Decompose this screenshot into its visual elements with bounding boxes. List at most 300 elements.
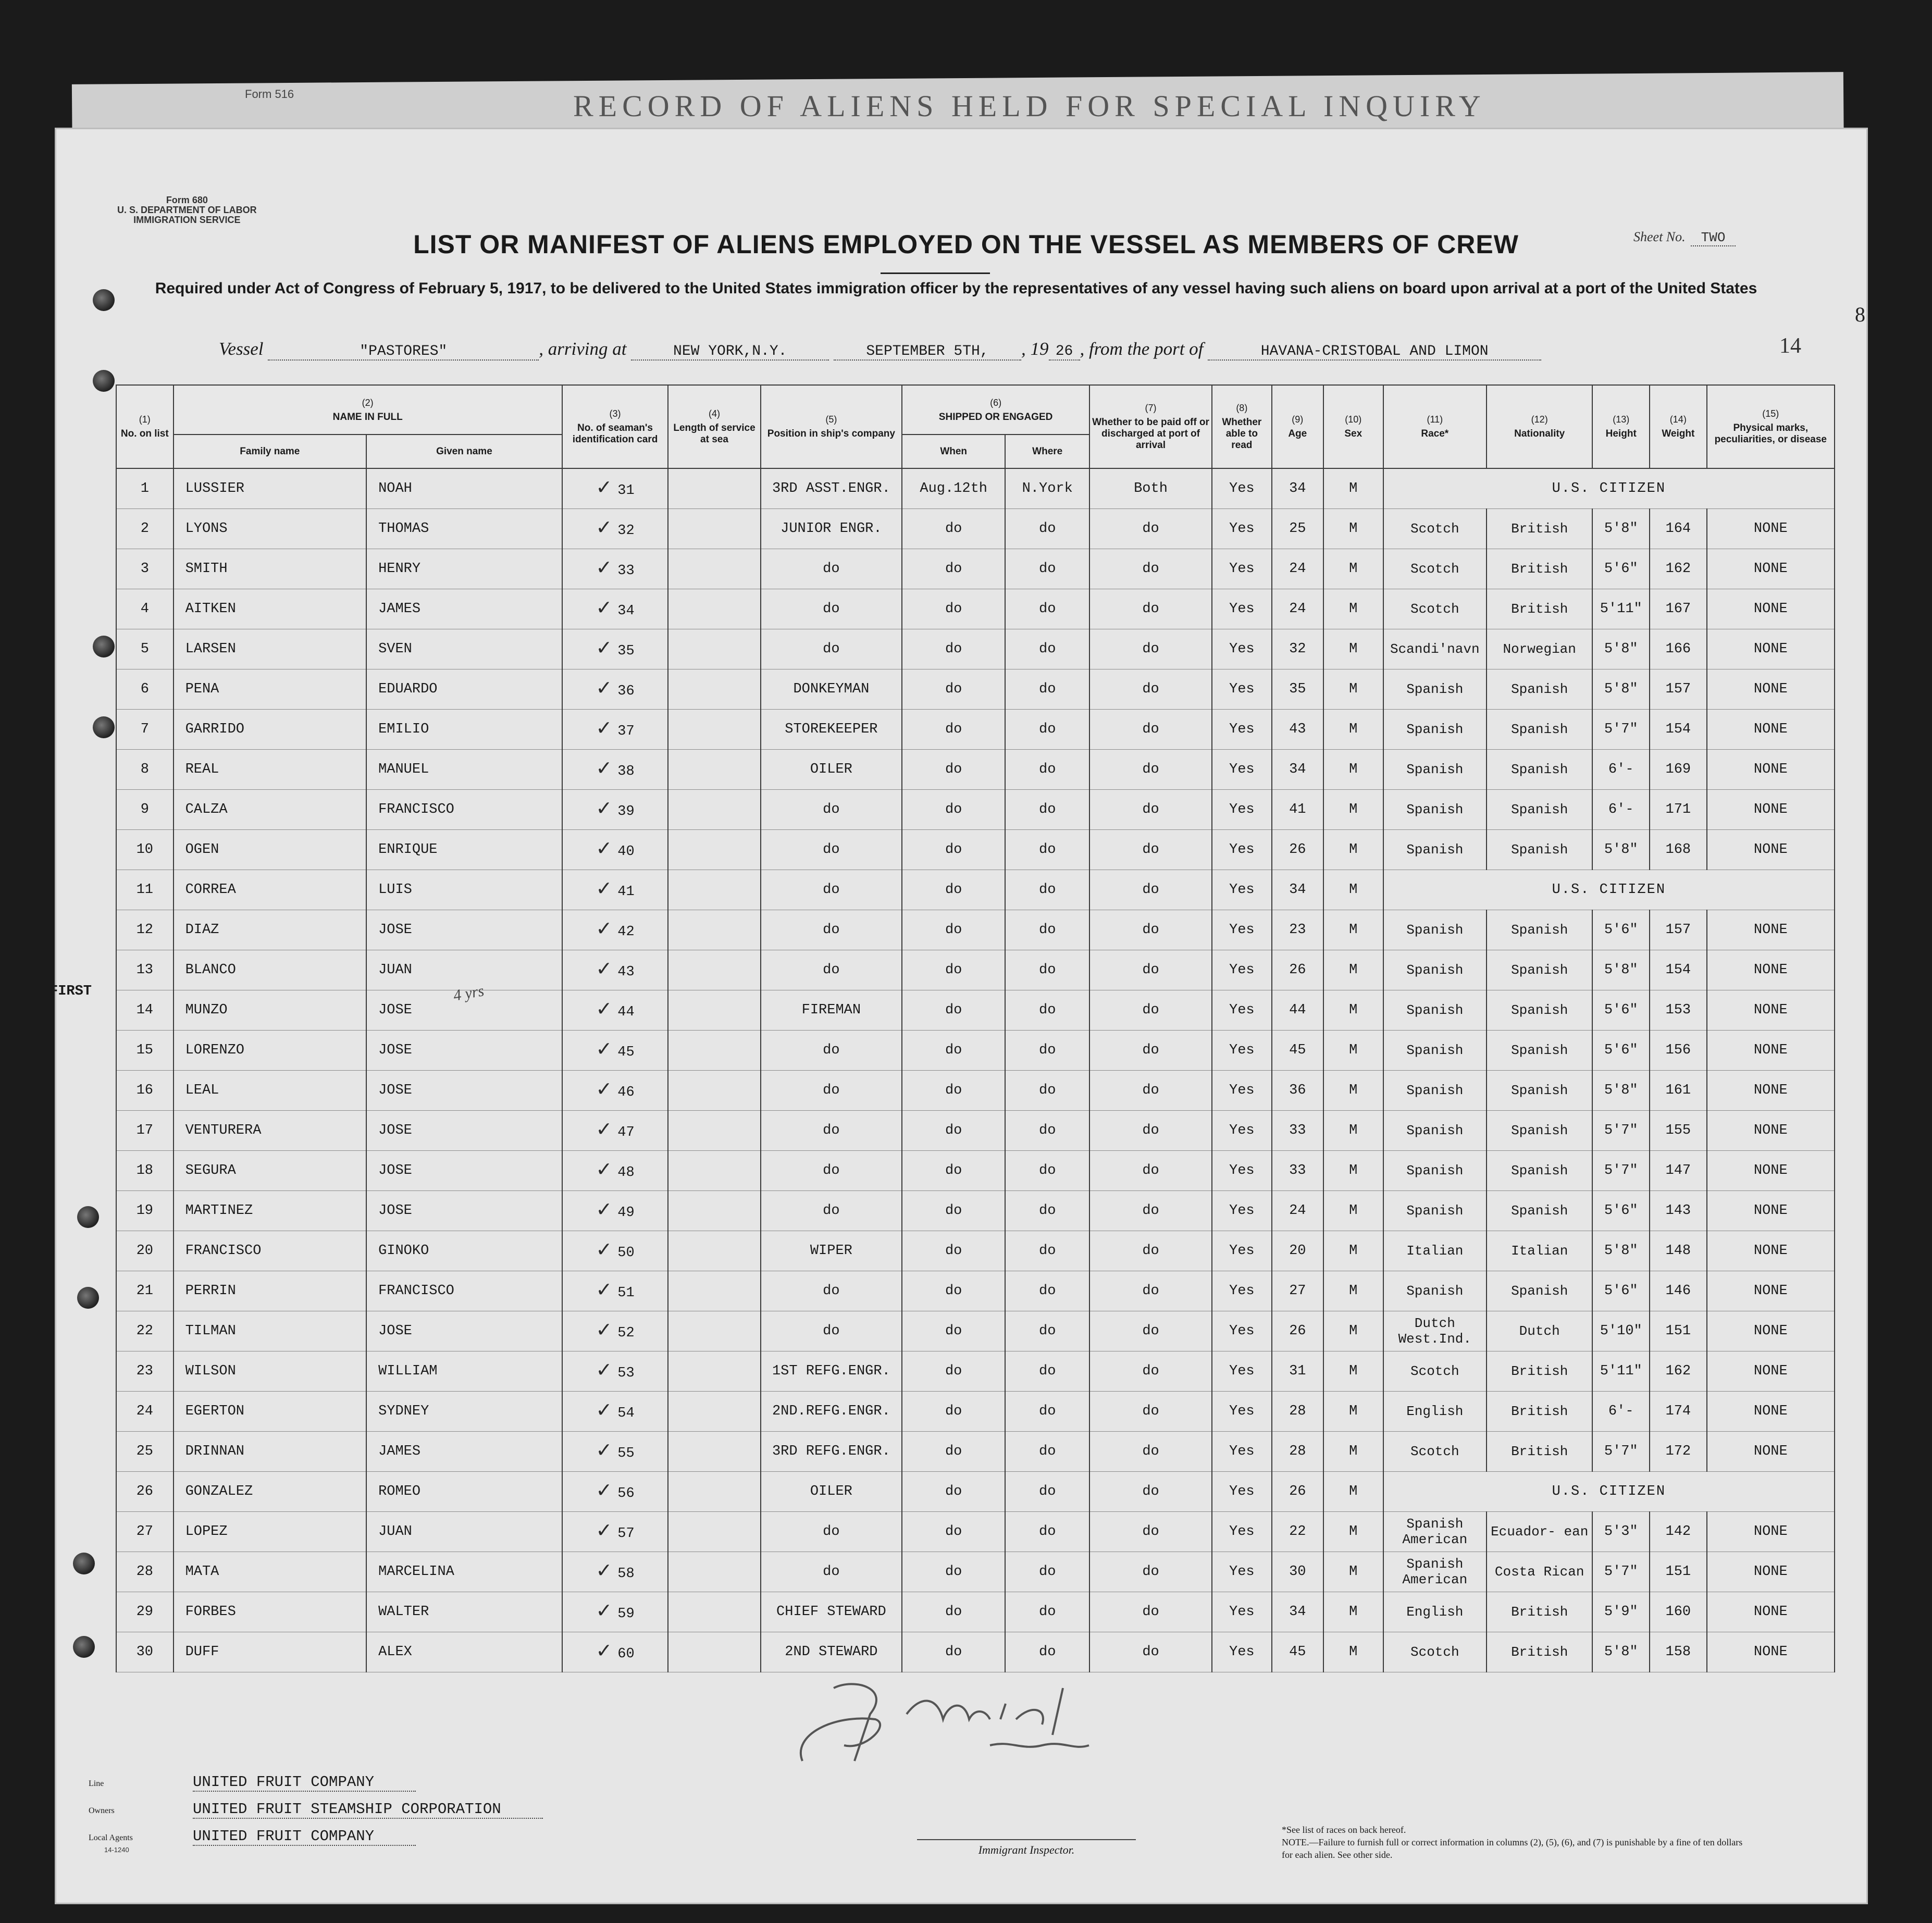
table-row — [116, 669, 1835, 710]
weight: 171 — [1650, 790, 1707, 830]
row-number: 18 — [116, 1151, 174, 1191]
physical-marks: NONE — [1707, 589, 1835, 629]
checkmark-icon: ✓ — [596, 836, 613, 860]
length-of-service — [668, 1311, 760, 1351]
checkmark-icon: ✓ — [596, 636, 613, 659]
checkmark-icon: ✓ — [596, 1518, 613, 1542]
given-name: JOSE — [366, 1071, 562, 1111]
header-where: Where — [1005, 435, 1089, 468]
able-to-read: Yes — [1212, 1031, 1272, 1071]
id-card-number: 53 — [617, 1365, 635, 1381]
shipped-where: do — [1005, 1031, 1089, 1071]
row-number: 15 — [116, 1031, 174, 1071]
nationality: British — [1487, 509, 1593, 549]
weight: 162 — [1650, 549, 1707, 589]
family-name: AITKEN — [174, 589, 366, 629]
family-name: LORENZO — [174, 1031, 366, 1071]
age: 20 — [1272, 1231, 1323, 1271]
shipped-where: do — [1005, 910, 1089, 950]
length-of-service — [668, 870, 760, 910]
shipped-where: do — [1005, 950, 1089, 990]
length-of-service — [668, 1552, 760, 1592]
shipped-when: do — [902, 1392, 1005, 1432]
weight: 169 — [1650, 750, 1707, 790]
id-card-number: 52 — [617, 1325, 635, 1341]
physical-marks: NONE — [1707, 1432, 1835, 1472]
table-row — [116, 990, 1835, 1031]
nationality: Spanish — [1487, 950, 1593, 990]
length-of-service — [668, 1392, 760, 1432]
physical-marks: NONE — [1707, 1512, 1835, 1552]
family-name: BLANCO — [174, 950, 366, 990]
checkmark-icon: ✓ — [596, 1237, 613, 1261]
header-sex: (10) Sex — [1323, 385, 1383, 468]
physical-marks: NONE — [1707, 1351, 1835, 1392]
family-name: PERRIN — [174, 1271, 366, 1311]
position: 2ND.REFG.ENGR. — [761, 1392, 902, 1432]
given-name: MARCELINA — [366, 1552, 562, 1592]
height: 5'8" — [1592, 1632, 1650, 1672]
id-card-number: 47 — [617, 1124, 635, 1140]
shipped-when: do — [902, 1592, 1005, 1632]
height: 6'- — [1592, 750, 1650, 790]
physical-marks: NONE — [1707, 1592, 1835, 1632]
id-card-number: 46 — [617, 1084, 635, 1100]
shipped-when: do — [902, 1191, 1005, 1231]
sex: M — [1323, 1432, 1383, 1472]
id-card-number: 49 — [617, 1205, 635, 1221]
binder-hole — [77, 1287, 99, 1309]
table-row — [116, 870, 1835, 910]
sex: M — [1323, 589, 1383, 629]
physical-marks: NONE — [1707, 1632, 1835, 1672]
height: 5'11" — [1592, 1351, 1650, 1392]
given-name: ROMEO — [366, 1472, 562, 1512]
given-name: JOSE — [366, 990, 562, 1031]
id-card-cell — [562, 629, 668, 669]
checkmark-icon: ✓ — [596, 957, 613, 980]
shipped-when: do — [902, 830, 1005, 870]
height: 5'8" — [1592, 1231, 1650, 1271]
family-name: FORBES — [174, 1592, 366, 1632]
given-name: JAMES — [366, 1432, 562, 1472]
position: 3RD ASST.ENGR. — [761, 468, 902, 509]
paid-off: do — [1089, 1231, 1212, 1271]
row-number: 23 — [116, 1351, 174, 1392]
id-card-cell — [562, 910, 668, 950]
citizenship-note: U.S. CITIZEN — [1383, 1472, 1835, 1512]
shipped-where: do — [1005, 1552, 1089, 1592]
age: 32 — [1272, 629, 1323, 669]
table-row — [116, 1512, 1835, 1552]
row-number: 17 — [116, 1111, 174, 1151]
age: 35 — [1272, 669, 1323, 710]
shipped-when: Aug.12th — [902, 468, 1005, 509]
weight: 158 — [1650, 1632, 1707, 1672]
table-row — [116, 750, 1835, 790]
shipped-when: do — [902, 1111, 1005, 1151]
position: do — [761, 589, 902, 629]
header-height: (13) Height — [1592, 385, 1650, 468]
length-of-service — [668, 1111, 760, 1151]
height: 5'8" — [1592, 1071, 1650, 1111]
row-number: 4 — [116, 589, 174, 629]
position: CHIEF STEWARD — [761, 1592, 902, 1632]
id-card-number: 37 — [617, 723, 635, 739]
table-row — [116, 1351, 1835, 1392]
nationality: British — [1487, 1432, 1593, 1472]
departure-port: HAVANA-CRISTOBAL AND LIMON — [1208, 343, 1541, 361]
nationality: Spanish — [1487, 1071, 1593, 1111]
title-underline — [881, 272, 990, 274]
shipped-when: do — [902, 1311, 1005, 1351]
id-card-number: 48 — [617, 1164, 635, 1181]
paid-off: do — [1089, 1592, 1212, 1632]
able-to-read: Yes — [1212, 1472, 1272, 1512]
row-number: 9 — [116, 790, 174, 830]
header-nationality: (12) Nationality — [1487, 385, 1593, 468]
length-of-service — [668, 1231, 760, 1271]
family-name: LUSSIER — [174, 468, 366, 509]
row-number: 29 — [116, 1592, 174, 1632]
race: Scotch — [1383, 589, 1487, 629]
nationality: Spanish — [1487, 1191, 1593, 1231]
given-name: JOSE — [366, 1191, 562, 1231]
family-name: MARTINEZ — [174, 1191, 366, 1231]
age: 34 — [1272, 750, 1323, 790]
weight: 164 — [1650, 509, 1707, 549]
able-to-read: Yes — [1212, 990, 1272, 1031]
id-card-number: 44 — [617, 1004, 635, 1020]
family-name: CALZA — [174, 790, 366, 830]
sheet-number — [1633, 229, 1736, 245]
id-card-number: 45 — [617, 1044, 635, 1060]
position: do — [761, 1071, 902, 1111]
length-of-service — [668, 1472, 760, 1512]
physical-marks: NONE — [1707, 1071, 1835, 1111]
sex: M — [1323, 1592, 1383, 1632]
nationality: Spanish — [1487, 910, 1593, 950]
checkmark-icon: ✓ — [596, 676, 613, 699]
physical-marks: NONE — [1707, 710, 1835, 750]
shipped-where: do — [1005, 669, 1089, 710]
height: 5'6" — [1592, 990, 1650, 1031]
shipped-where: do — [1005, 1392, 1089, 1432]
row-number: 20 — [116, 1231, 174, 1271]
id-card-number: 57 — [617, 1525, 635, 1542]
nationality: Costa Rican — [1487, 1552, 1593, 1592]
sex: M — [1323, 1271, 1383, 1311]
sex: M — [1323, 1151, 1383, 1191]
shipped-where: do — [1005, 1351, 1089, 1392]
paid-off: do — [1089, 830, 1212, 870]
physical-marks: NONE — [1707, 1151, 1835, 1191]
table-row — [116, 1392, 1835, 1432]
row-number: 1 — [116, 468, 174, 509]
binder-hole — [77, 1206, 99, 1228]
age: 27 — [1272, 1271, 1323, 1311]
shipped-when: do — [902, 790, 1005, 830]
row-number: 13 — [116, 950, 174, 990]
family-name: DIAZ — [174, 910, 366, 950]
family-name: CORREA — [174, 870, 366, 910]
length-of-service — [668, 1271, 760, 1311]
weight: 166 — [1650, 629, 1707, 669]
table-row — [116, 1472, 1835, 1512]
form-identifier — [117, 195, 257, 225]
table-row — [116, 1271, 1835, 1311]
age: 41 — [1272, 790, 1323, 830]
table-row — [116, 629, 1835, 669]
header-given-name: Given name — [366, 435, 562, 468]
shipped-when: do — [902, 1351, 1005, 1392]
checkmark-icon: ✓ — [596, 1318, 613, 1341]
id-card-number: 41 — [617, 884, 635, 900]
nationality: British — [1487, 1632, 1593, 1672]
weight: 167 — [1650, 589, 1707, 629]
shipped-where: do — [1005, 1512, 1089, 1552]
arrival-year: 26 — [1049, 343, 1080, 361]
race: Dutch West.Ind. — [1383, 1311, 1487, 1351]
age: 34 — [1272, 1592, 1323, 1632]
header-weight: (14) Weight — [1650, 385, 1707, 468]
able-to-read: Yes — [1212, 790, 1272, 830]
nationality: Spanish — [1487, 1271, 1593, 1311]
from-port-label: , from the port of — [1080, 339, 1204, 359]
physical-marks: NONE — [1707, 669, 1835, 710]
given-name: SYDNEY — [366, 1392, 562, 1432]
age: 26 — [1272, 1311, 1323, 1351]
checkmark-icon: ✓ — [596, 876, 613, 900]
table-row — [116, 1151, 1835, 1191]
checkmark-icon: ✓ — [596, 1358, 613, 1381]
shipped-where: do — [1005, 629, 1089, 669]
header-race: (11) Race* — [1383, 385, 1487, 468]
shipped-where: do — [1005, 1592, 1089, 1632]
nationality: British — [1487, 1592, 1593, 1632]
height: 5'8" — [1592, 950, 1650, 990]
weight: 146 — [1650, 1271, 1707, 1311]
shipped-when: do — [902, 1552, 1005, 1592]
length-of-service — [668, 1351, 760, 1392]
family-name: LARSEN — [174, 629, 366, 669]
able-to-read: Yes — [1212, 1111, 1272, 1151]
checkmark-icon: ✓ — [596, 1077, 613, 1100]
race: Spanish — [1383, 669, 1487, 710]
age: 43 — [1272, 710, 1323, 750]
sex: M — [1323, 1071, 1383, 1111]
weight: 142 — [1650, 1512, 1707, 1552]
able-to-read: Yes — [1212, 1632, 1272, 1672]
shipped-where: do — [1005, 1432, 1089, 1472]
age: 44 — [1272, 990, 1323, 1031]
able-to-read: Yes — [1212, 629, 1272, 669]
weight: 174 — [1650, 1392, 1707, 1432]
race: Scotch — [1383, 1351, 1487, 1392]
id-card-number: 43 — [617, 964, 635, 980]
sheet-number-value: TWO — [1691, 230, 1736, 246]
row-number: 7 — [116, 710, 174, 750]
given-name: JOSE — [366, 910, 562, 950]
sex: M — [1323, 1311, 1383, 1351]
form-code: 14-1240 — [104, 1846, 129, 1854]
row-number: 24 — [116, 1392, 174, 1432]
able-to-read: Yes — [1212, 549, 1272, 589]
checkmark-icon: ✓ — [596, 1558, 613, 1582]
checkmark-icon: ✓ — [596, 1037, 613, 1060]
header-shipped-or-engaged: (6) SHIPPED OR ENGAGED — [902, 385, 1089, 435]
physical-marks: NONE — [1707, 629, 1835, 669]
race: Spanish — [1383, 950, 1487, 990]
shipped-when: do — [902, 1031, 1005, 1071]
nationality: British — [1487, 549, 1593, 589]
physical-marks: NONE — [1707, 1311, 1835, 1351]
family-name: SMITH — [174, 549, 366, 589]
table-row — [116, 950, 1835, 990]
length-of-service — [668, 1592, 760, 1632]
position: do — [761, 549, 902, 589]
id-card-cell — [562, 1151, 668, 1191]
length-of-service — [668, 1512, 760, 1552]
binder-hole — [93, 370, 115, 392]
shipped-where: do — [1005, 870, 1089, 910]
age: 34 — [1272, 870, 1323, 910]
given-name: JUAN — [366, 1512, 562, 1552]
family-name: WILSON — [174, 1351, 366, 1392]
year-prefix: , 19 — [1021, 339, 1049, 359]
length-of-service — [668, 790, 760, 830]
department-name: U. S. DEPARTMENT OF LABOR — [117, 205, 257, 215]
table-row — [116, 549, 1835, 589]
arriving-label: , arriving at — [539, 339, 627, 359]
shipped-when: do — [902, 710, 1005, 750]
id-card-cell — [562, 1592, 668, 1632]
header-position: (5) Position in ship's company — [761, 385, 902, 468]
paid-off: do — [1089, 710, 1212, 750]
position: do — [761, 870, 902, 910]
given-name: JOSE — [366, 1111, 562, 1151]
family-name: REAL — [174, 750, 366, 790]
id-card-cell — [562, 1351, 668, 1392]
length-of-service — [668, 950, 760, 990]
family-name: MUNZO — [174, 990, 366, 1031]
paid-off: do — [1089, 1472, 1212, 1512]
sex: M — [1323, 1512, 1383, 1552]
position: do — [761, 1151, 902, 1191]
family-name: GARRIDO — [174, 710, 366, 750]
able-to-read: Yes — [1212, 468, 1272, 509]
shipped-when: do — [902, 910, 1005, 950]
race: English — [1383, 1392, 1487, 1432]
position: 2ND STEWARD — [761, 1632, 902, 1672]
weight: 151 — [1650, 1552, 1707, 1592]
age: 25 — [1272, 509, 1323, 549]
age: 24 — [1272, 589, 1323, 629]
able-to-read: Yes — [1212, 669, 1272, 710]
paid-off: do — [1089, 1512, 1212, 1552]
age: 31 — [1272, 1351, 1323, 1392]
position: OILER — [761, 750, 902, 790]
checkmark-icon: ✓ — [596, 1197, 613, 1221]
length-of-service — [668, 669, 760, 710]
length-of-service — [668, 509, 760, 549]
length-of-service — [668, 549, 760, 589]
family-name: OGEN — [174, 830, 366, 870]
shipped-when: do — [902, 870, 1005, 910]
height: 5'3" — [1592, 1512, 1650, 1552]
id-card-cell — [562, 1472, 668, 1512]
owners-value: UNITED FRUIT STEAMSHIP CORPORATION — [193, 1801, 543, 1819]
checkmark-icon: ✓ — [596, 1639, 613, 1662]
nationality: Spanish — [1487, 1031, 1593, 1071]
height: 5'6" — [1592, 1191, 1650, 1231]
id-card-number: 38 — [617, 763, 635, 779]
given-name: SVEN — [366, 629, 562, 669]
shipped-when: do — [902, 1632, 1005, 1672]
race: Spanish — [1383, 1271, 1487, 1311]
table-row — [116, 509, 1835, 549]
nationality: Spanish — [1487, 790, 1593, 830]
binder-hole — [93, 716, 115, 738]
nationality: Spanish — [1487, 669, 1593, 710]
physical-marks: NONE — [1707, 1392, 1835, 1432]
length-of-service — [668, 910, 760, 950]
physical-marks: NONE — [1707, 830, 1835, 870]
length-of-service — [668, 830, 760, 870]
penalty-note: NOTE.—Failure to furnish full or correct information in columns (2), (5), (6), and (7) is punishable by a fine of ten dollars for each alien. See other side. — [1282, 1837, 1743, 1860]
id-card-number: 31 — [617, 482, 635, 499]
weight: 161 — [1650, 1071, 1707, 1111]
id-card-number: 55 — [617, 1445, 635, 1461]
height: 5'7" — [1592, 1111, 1650, 1151]
checkmark-icon: ✓ — [596, 515, 613, 539]
length-of-service — [668, 1031, 760, 1071]
age: 22 — [1272, 1512, 1323, 1552]
able-to-read: Yes — [1212, 1351, 1272, 1392]
length-of-service — [668, 1432, 760, 1472]
able-to-read: Yes — [1212, 1151, 1272, 1191]
age: 26 — [1272, 830, 1323, 870]
id-card-cell — [562, 509, 668, 549]
id-card-number: 59 — [617, 1606, 635, 1622]
height: 5'7" — [1592, 1432, 1650, 1472]
row-number: 8 — [116, 750, 174, 790]
physical-marks: NONE — [1707, 750, 1835, 790]
header-name-in-full: (2) NAME IN FULL — [174, 385, 562, 435]
shipped-when: do — [902, 589, 1005, 629]
shipped-where: do — [1005, 1472, 1089, 1512]
paid-off: do — [1089, 870, 1212, 910]
nationality: Ecuador- ean — [1487, 1512, 1593, 1552]
shipped-when: do — [902, 1271, 1005, 1311]
id-card-cell — [562, 950, 668, 990]
paid-off: do — [1089, 1031, 1212, 1071]
id-card-number: 35 — [617, 643, 635, 659]
physical-marks: NONE — [1707, 509, 1835, 549]
able-to-read: Yes — [1212, 1271, 1272, 1311]
height: 5'6" — [1592, 1031, 1650, 1071]
shipped-when: do — [902, 750, 1005, 790]
underlying-sheet-title: RECORD OF ALIENS HELD FOR SPECIAL INQUIRY — [573, 89, 1486, 123]
race: Spanish — [1383, 830, 1487, 870]
given-name: FRANCISCO — [366, 1271, 562, 1311]
paid-off: do — [1089, 509, 1212, 549]
able-to-read: Yes — [1212, 950, 1272, 990]
race: Spanish — [1383, 750, 1487, 790]
shipped-where: do — [1005, 1271, 1089, 1311]
age: 45 — [1272, 1031, 1323, 1071]
owners-label: Owners — [89, 1806, 115, 1815]
